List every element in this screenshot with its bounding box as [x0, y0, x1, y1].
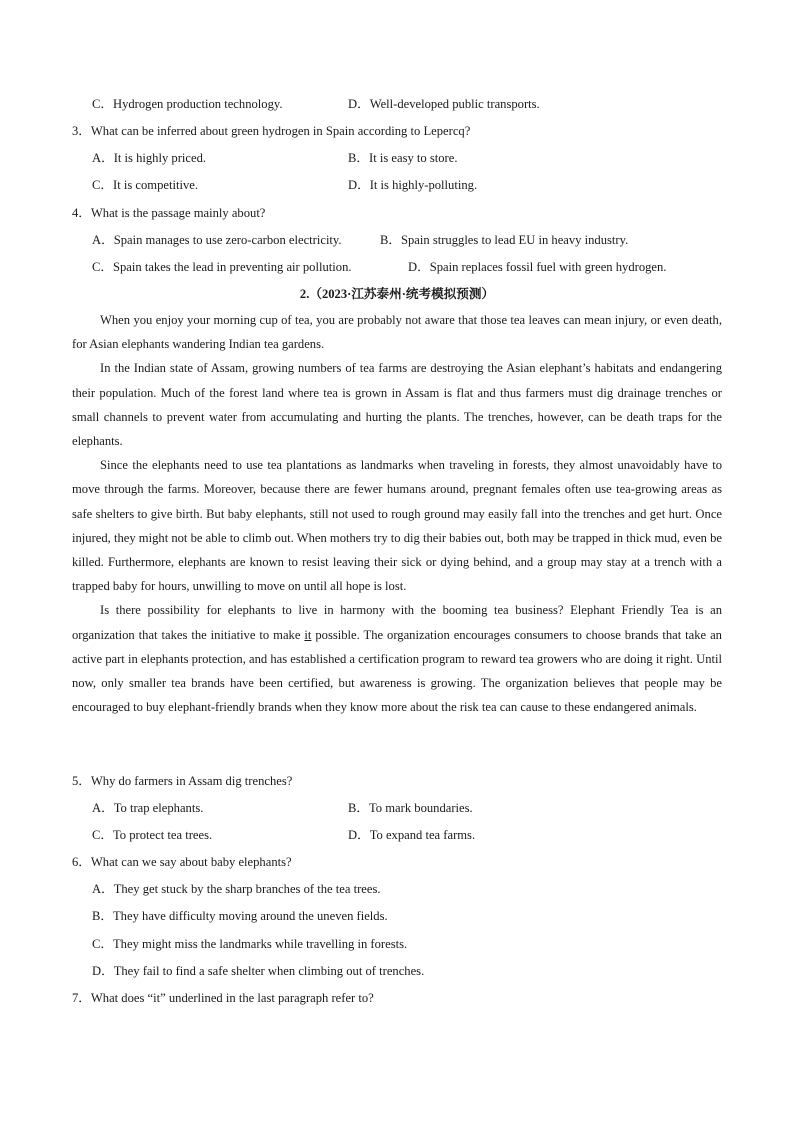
passage: [72, 308, 722, 719]
question-4-option-d: D．Spain replaces fossil fuel with green hydrogen.: [408, 260, 667, 274]
passage-paragraph-4-part-2: possible. The organization encourages consumers to choose brands that take an active part in elephants protection, and has established a certification program to reward tea growers who are doing it right. Until now, only smaller tea brands have been certified, but awareness is growing. The organization believes that people may be encouraged to buy elephant-friendly brands when they know more about the risk tea can cause to these endangered animals.: [72, 627, 722, 715]
question-6-option-d: D．They fail to find a safe shelter when climbing out of trenches.: [92, 964, 425, 978]
question-6-option-a: A．They get stuck by the sharp branches of the tea trees.: [92, 882, 381, 896]
question-3-option-c: C．It is competitive.: [92, 178, 198, 192]
passage-paragraph-4-part-1: Is there possibility for elephants to live in harmony with the booming tea business? Elephant Friendly Tea is an organization that takes the initiative to make: [72, 603, 722, 642]
passage-paragraph-1: When you enjoy your morning cup of tea, you are probably not aware that those tea leaves can mean injury, or even death, for Asian elephants wandering Indian tea gardens.: [72, 313, 722, 352]
question-3-option-d: D．It is highly-polluting.: [348, 178, 478, 192]
question-6-stem: 6．What can we say about baby elephants?: [72, 855, 292, 869]
question-4-option-c: C．Spain takes the lead in preventing air pollution.: [92, 260, 352, 274]
section-heading: 2.（2023·江苏泰州·统考模拟预测）: [299, 287, 495, 301]
option-c: C．Hydrogen production technology.: [92, 97, 283, 111]
question-4-option-b: B．Spain struggles to lead EU in heavy industry.: [380, 233, 629, 247]
question-7-stem: 7．What does “it” underlined in the last paragraph refer to?: [72, 991, 374, 1005]
question-5-option-d: D．To expand tea farms.: [348, 828, 476, 842]
question-5-stem: 5．Why do farmers in Assam dig trenches?: [72, 774, 293, 788]
question-6-option-c: C．They might miss the landmarks while travelling in forests.: [92, 937, 408, 951]
question-3-stem: 3．What can be inferred about green hydrogen in Spain according to Lepercq?: [72, 124, 471, 138]
passage-paragraph-3: Since the elephants need to use tea plantations as landmarks when traveling in forests, they almost unavoidably have to move through the farms. Moreover, because there are fewer humans around, pregnant females often use tea-growing areas as safe shelters to give birth. But baby elephants, still not used to rough ground may easily fall into the trenches and get hurt. Once injured, they might not be able to climb out. When mothers try to dig their babies out, both may be trapped in thick mud, even be killed. Furthermore, elephants are known to resist leaving their sick or dying behind, and a group may stay at a trench with a trapped baby for hours, unwilling to move on until all hope is lost.: [72, 458, 722, 594]
option-d: D．Well-developed public transports.: [348, 97, 540, 111]
question-5-option-a: A．To trap elephants.: [92, 801, 204, 815]
question-3-option-b: B．It is easy to store.: [348, 151, 458, 165]
question-5-option-c: C．To protect tea trees.: [92, 828, 213, 842]
question-3-option-a: A．It is highly priced.: [92, 151, 207, 165]
question-5-option-b: B．To mark boundaries.: [348, 801, 473, 815]
question-6-option-b: B．They have difficulty moving around the uneven fields.: [92, 909, 388, 923]
underlined-it: it: [304, 627, 312, 642]
passage-paragraph-2: In the Indian state of Assam, growing numbers of tea farms are destroying the Asian elephant’s habitats and endangering their population. Much of the forest land where tea is grown in Assam is flat and thus farmers must dig drainage trenches or small channels to prevent water from accumulating and hurting the plants. The trenches, however, can be death traps for the elephants.: [72, 361, 722, 449]
passage-paragraph-4: [72, 598, 722, 719]
question-4-stem: 4．What is the passage mainly about?: [72, 206, 266, 220]
question-4-option-a: A．Spain manages to use zero-carbon electricity.: [92, 233, 342, 247]
